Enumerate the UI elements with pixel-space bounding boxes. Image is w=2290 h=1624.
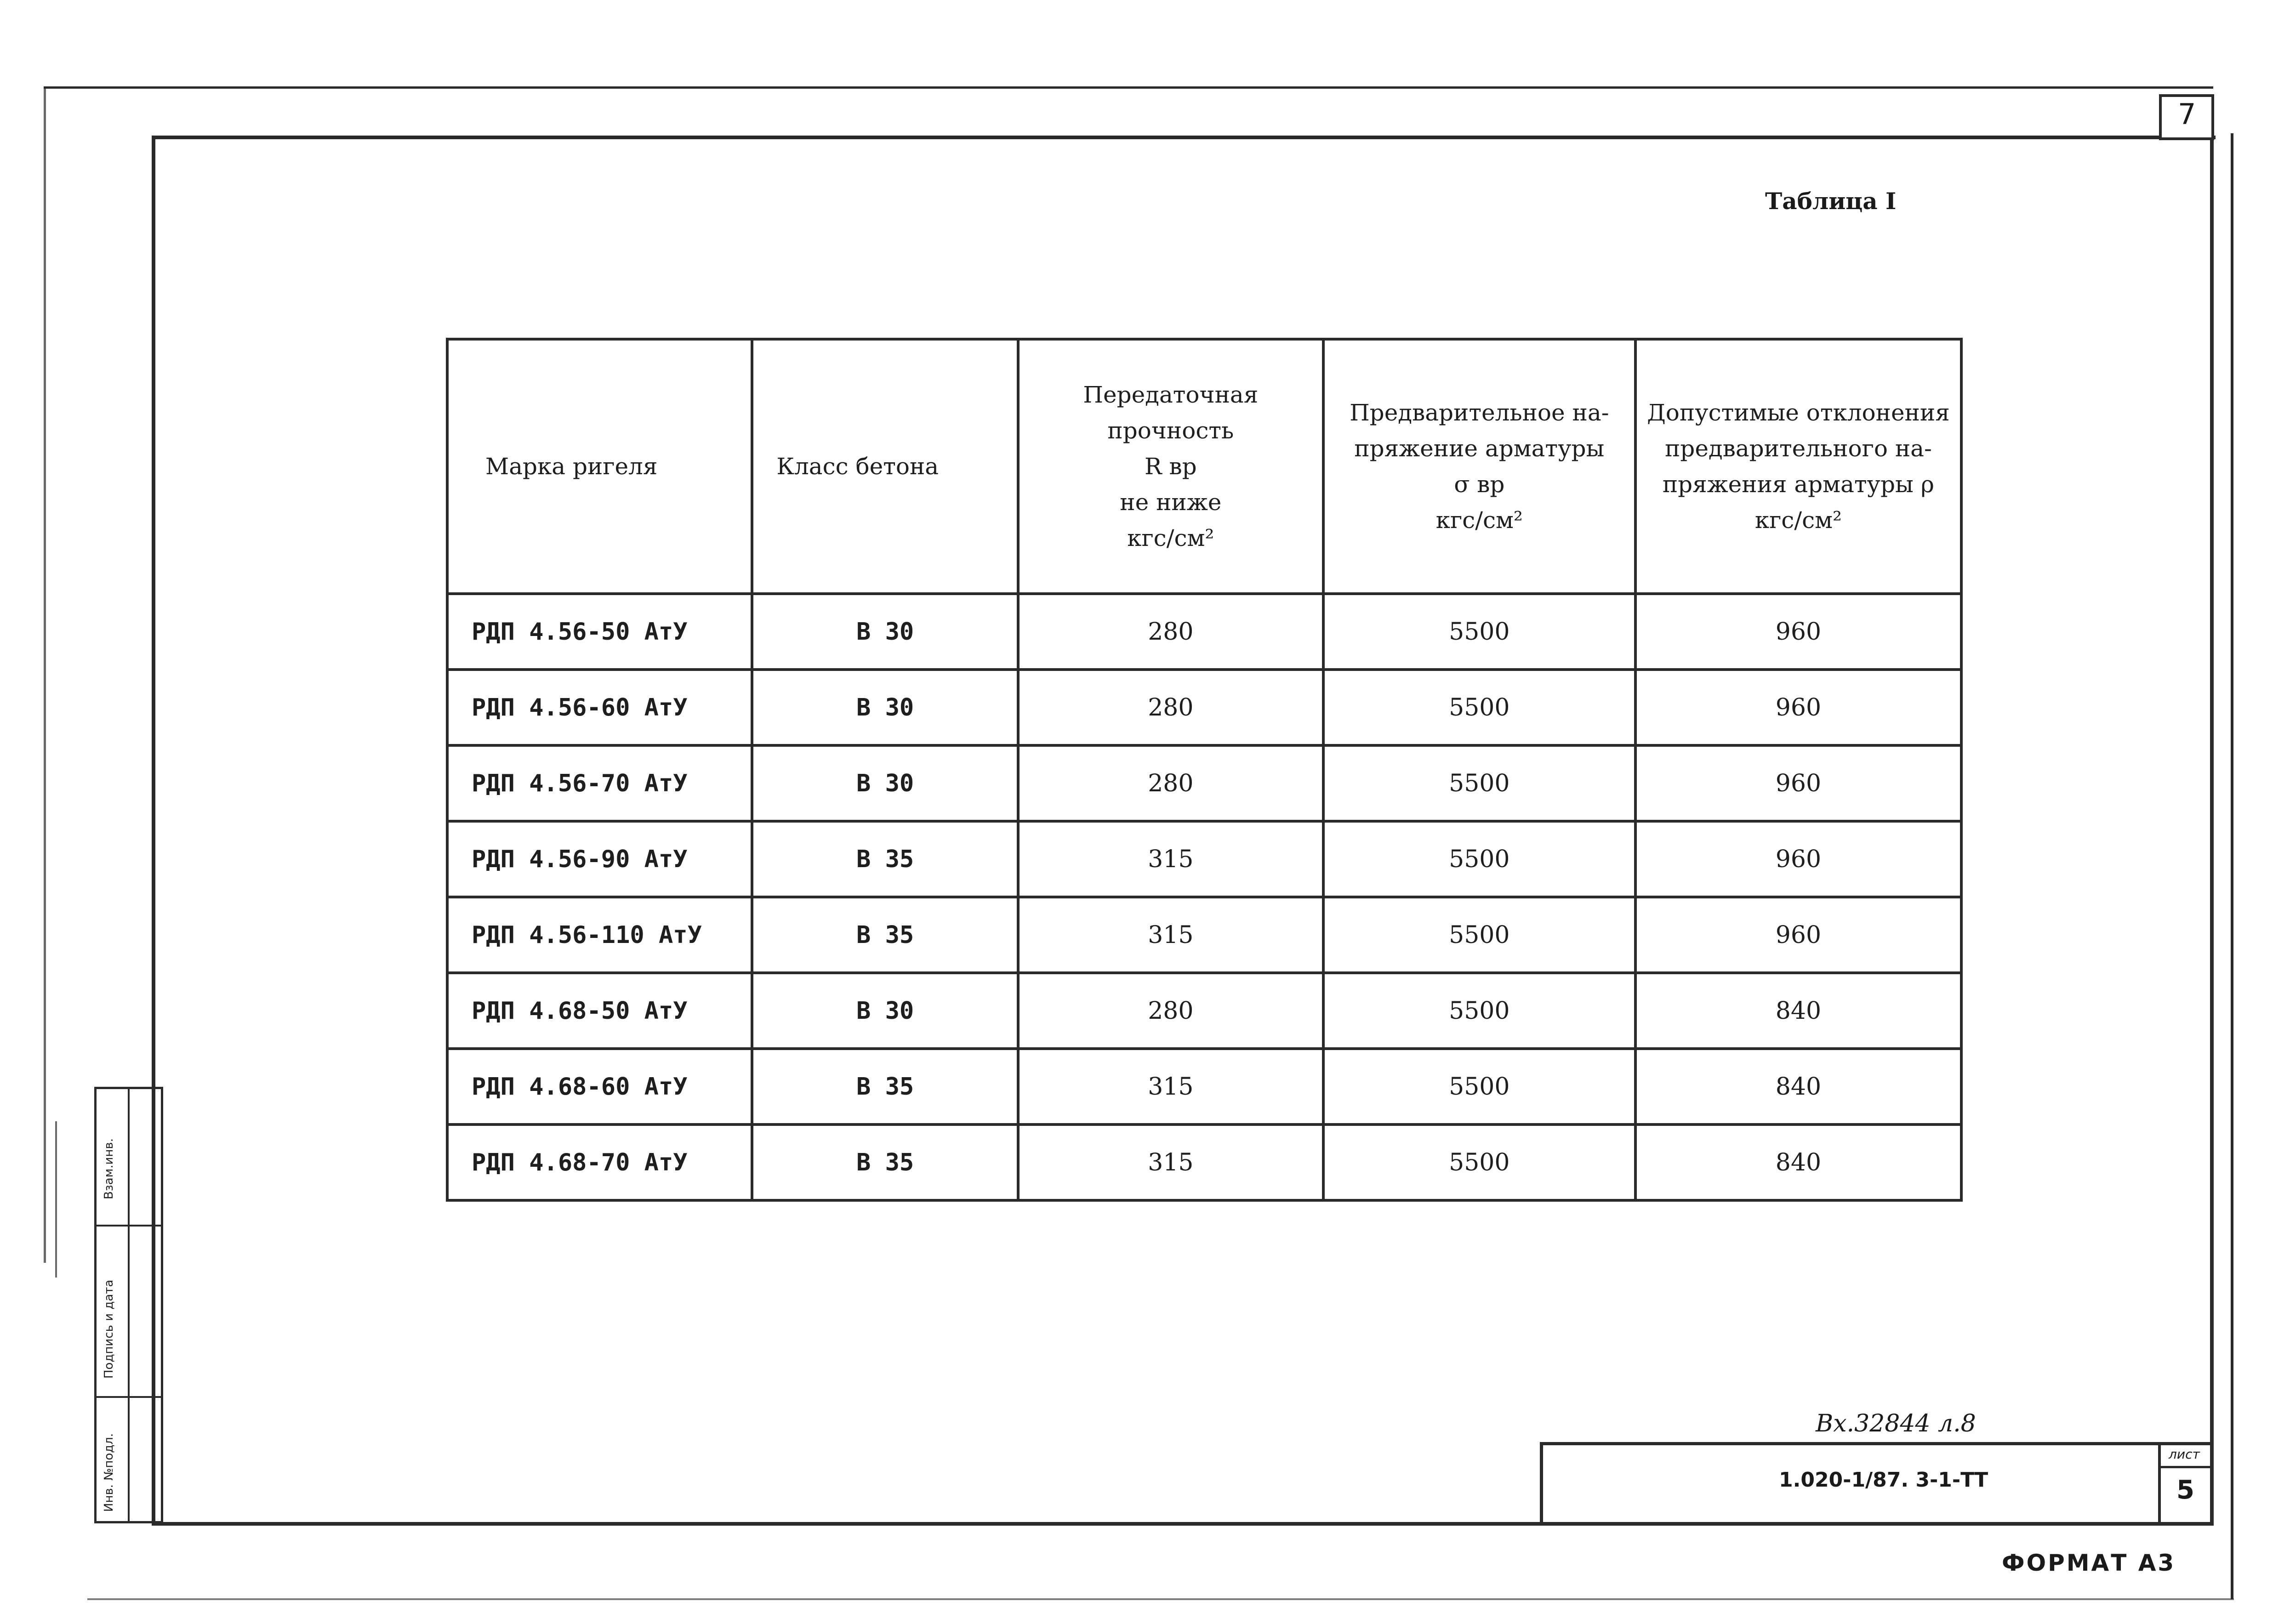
sheet-label: лист [2169, 1447, 2200, 1462]
format-label: ФОРМАТ А3 [2002, 1550, 2176, 1576]
cell-mark: РДП 4.56-50 АтУ [447, 594, 752, 670]
table-caption: Таблица I [1765, 187, 1897, 215]
side-stamp-row-divider-1 [97, 1225, 161, 1227]
cell-class: В 35 [752, 897, 1018, 973]
table-row [447, 821, 1961, 897]
header-transfer-strength-line4: кгс/см² [1127, 525, 1214, 551]
cell-deviation: 840 [1635, 973, 1961, 1049]
header-concrete-class: Класс бетона [752, 339, 1018, 594]
inner-frame-right [2210, 138, 2214, 1525]
cell-mark: РДП 4.56-70 АтУ [447, 745, 752, 821]
cell-strength: 280 [1018, 973, 1323, 1049]
table-row [447, 745, 1961, 821]
header-transfer-strength [1018, 339, 1323, 594]
side-stamp-inv-no: Инв. №подл. [102, 1433, 116, 1512]
table-row [447, 973, 1961, 1049]
cell-mark: РДП 4.68-70 АтУ [447, 1124, 752, 1200]
header-prestress-line4: кгс/см² [1436, 507, 1523, 534]
header-transfer-strength-line1: Передаточная прочность [1083, 381, 1259, 444]
side-stamp-signature-date: Подпись и дата [102, 1279, 116, 1379]
cell-prestress: 5500 [1323, 821, 1635, 897]
cell-strength: 280 [1018, 670, 1323, 745]
parameters-table [446, 338, 1963, 1202]
sheet-box-divider [2161, 1466, 2214, 1468]
cell-strength: 315 [1018, 1124, 1323, 1200]
cell-prestress: 5500 [1323, 897, 1635, 973]
outer-frame-left [44, 86, 46, 1263]
cell-class: В 35 [752, 821, 1018, 897]
cell-class: В 35 [752, 1124, 1018, 1200]
header-deviations-line2: предварительного на- [1664, 435, 1932, 462]
cell-strength: 280 [1018, 594, 1323, 670]
cell-prestress: 5500 [1323, 745, 1635, 821]
header-deviations [1635, 339, 1961, 594]
handwritten-note: Вх.32844 л.8 [1816, 1410, 1976, 1437]
header-prestress [1323, 339, 1635, 594]
table-row [447, 1124, 1961, 1200]
cell-mark: РДП 4.68-60 АтУ [447, 1049, 752, 1124]
cell-prestress: 5500 [1323, 973, 1635, 1049]
sheet-number: 5 [2176, 1475, 2194, 1505]
cell-prestress: 5500 [1323, 1049, 1635, 1124]
cell-mark: РДП 4.56-90 АтУ [447, 821, 752, 897]
cell-deviation: 960 [1635, 897, 1961, 973]
cell-prestress: 5500 [1323, 670, 1635, 745]
side-stamp-row-divider-2 [97, 1396, 161, 1398]
cell-prestress: 5500 [1323, 1124, 1635, 1200]
side-stamp-col-divider [128, 1089, 130, 1521]
left-margin-mark [55, 1121, 57, 1278]
cell-mark: РДП 4.68-50 АтУ [447, 973, 752, 1049]
outer-frame-right [2231, 133, 2233, 1599]
cell-deviation: 840 [1635, 1049, 1961, 1124]
top-page-number: 7 [2178, 97, 2196, 131]
header-mark: Марка ригеля [447, 339, 752, 594]
cell-deviation: 960 [1635, 594, 1961, 670]
header-deviations-line1: Допустимые отклонения [1647, 399, 1950, 426]
cell-deviation: 840 [1635, 1124, 1961, 1200]
cell-deviation: 960 [1635, 745, 1961, 821]
cell-class: В 30 [752, 745, 1018, 821]
table-row [447, 1049, 1961, 1124]
cell-deviation: 960 [1635, 670, 1961, 745]
header-deviations-line4: кгс/см² [1755, 507, 1842, 534]
cell-class: В 30 [752, 973, 1018, 1049]
bottom-dashed-line [87, 1598, 2234, 1600]
table-row [447, 670, 1961, 745]
cell-class: В 30 [752, 670, 1018, 745]
cell-strength: 315 [1018, 1049, 1323, 1124]
header-transfer-strength-line3: не ниже [1120, 489, 1222, 516]
header-prestress-line3: σ вр [1454, 471, 1505, 498]
inner-frame-top [152, 136, 2216, 139]
header-prestress-line2: пряжение арматуры [1354, 435, 1605, 462]
cell-mark: РДП 4.56-60 АтУ [447, 670, 752, 745]
outer-frame-top [44, 86, 2213, 89]
header-transfer-strength-line2: R вр [1144, 453, 1197, 480]
cell-prestress: 5500 [1323, 594, 1635, 670]
header-prestress-line1: Предварительное на- [1350, 399, 1609, 426]
table-header-row [447, 339, 1961, 594]
designation-code: 1.020-1/87. 3-1-ТТ [1779, 1468, 1988, 1492]
table-row [447, 594, 1961, 670]
cell-class: В 35 [752, 1049, 1018, 1124]
cell-class: В 30 [752, 594, 1018, 670]
header-deviations-line3: пряжения арматуры ρ [1662, 471, 1935, 498]
table-row [447, 897, 1961, 973]
cell-deviation: 960 [1635, 821, 1961, 897]
cell-strength: 280 [1018, 745, 1323, 821]
cell-mark: РДП 4.56-110 АтУ [447, 897, 752, 973]
side-stamp-replaced-inv: Взам.инв. [102, 1138, 116, 1199]
cell-strength: 315 [1018, 897, 1323, 973]
cell-strength: 315 [1018, 821, 1323, 897]
